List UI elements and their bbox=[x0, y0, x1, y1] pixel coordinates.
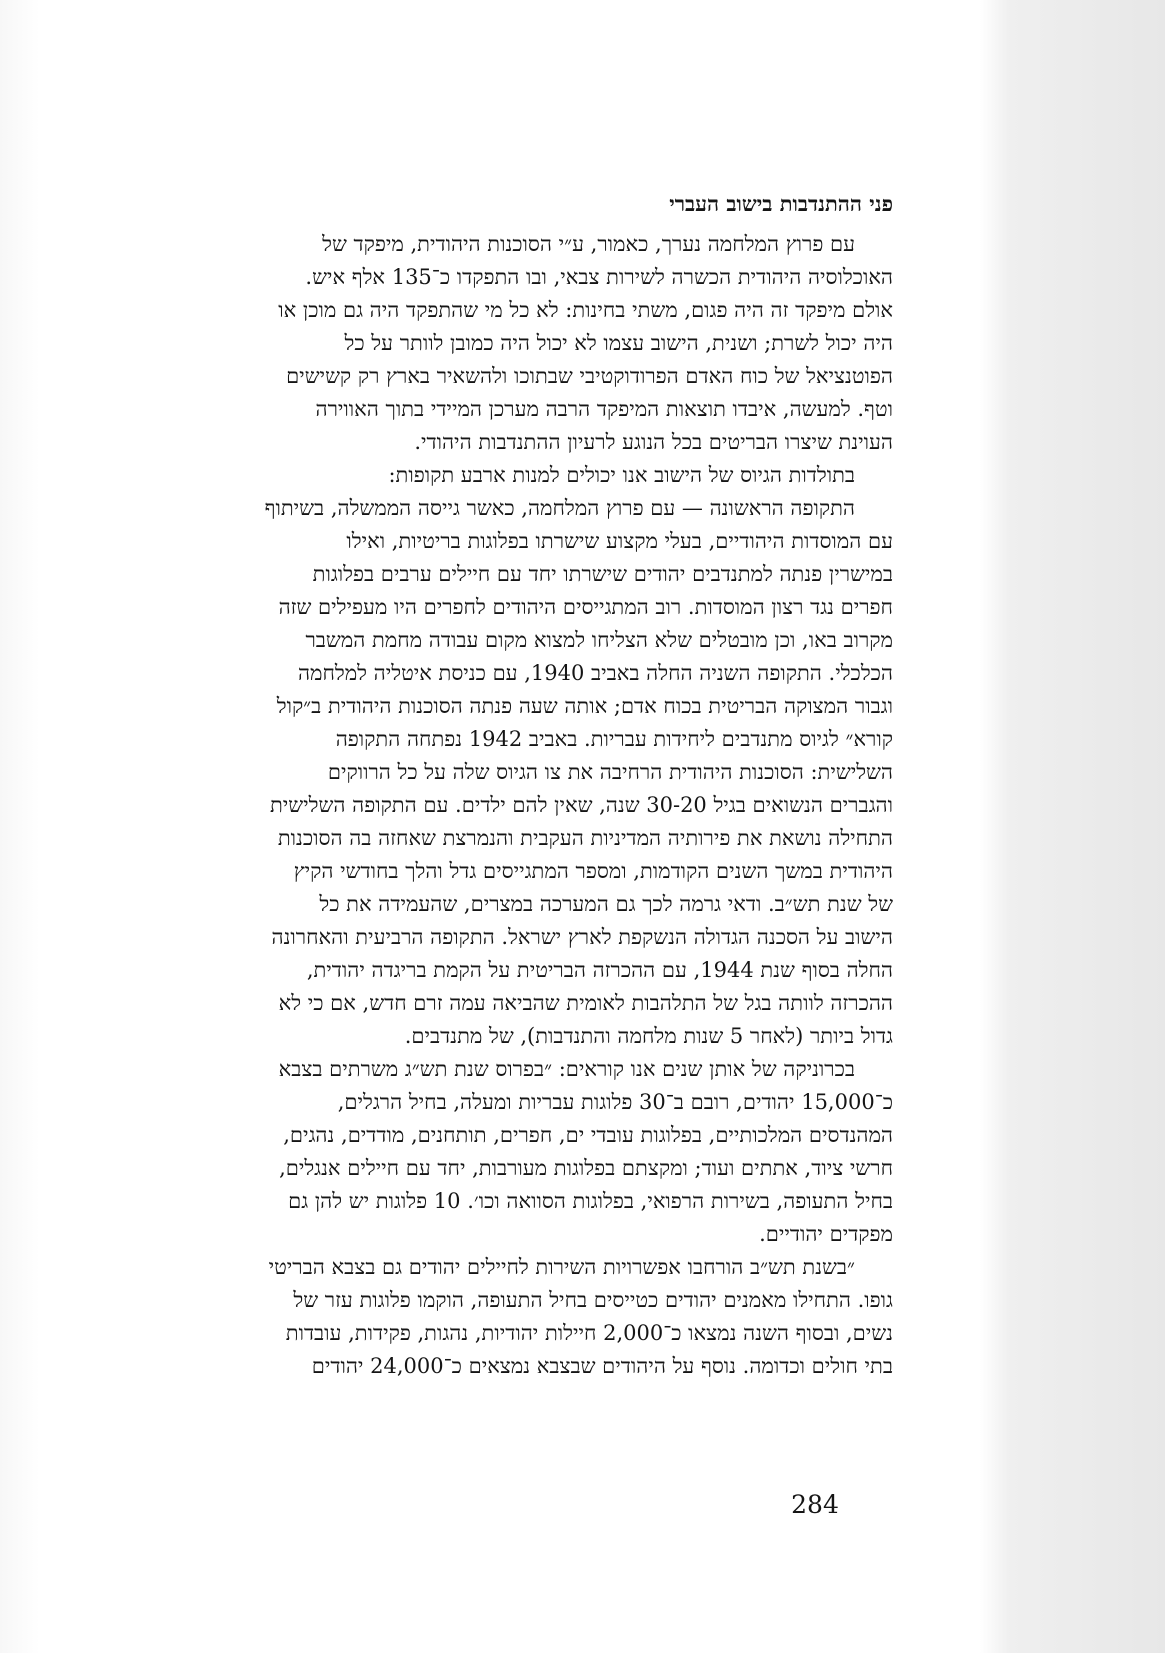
section-heading: פני ההתנדבות בישוב העברי bbox=[669, 191, 893, 216]
paragraph-4: בכרוניקה של אותן שנים אנו קוראים: ״בפרוס שנת תש״ג משרתים בצבא כ־15,000 יהודים, רובם ב־30 פלוגות עבריות ומעלה, בחיל הרגלים, המהנדסים המלכותיים, בפלוגות עובדי ים, חפרים, תותחנים, מודדים, נהגים, חרשי ציוד, אתתים ועוד; ומקצתם בפלוגות מעורבות, יחד עם חיילים אנגלים, בחיל התעופה, בשירות הרפואי, בפלוגות הסוואה וכו׳. 10 פלוגות יש להן גם מפקדים יהודיים. bbox=[278, 1057, 893, 1246]
paragraph-1: עם פרוץ המלחמה נערך, כאמור, ע״י הסוכנות היהודית, מיפקד של האוכלוסיה היהודית הכשרה לשירות צבאי, ובו התפקדו כ־135 אלף איש. אולם מיפקד זה היה פגום, משתי בחינות: לא כל מי שהתפקד היה גם מוכן או היה יכול לשרת; ושנית, הישוב עצמו לא יכול היה כמובן לוותר על כל הפוטנציאל של כוח האדם הפרודוקטיבי שבתוכו ולהשאיר בארץ רק קשישים וטף. למעשה, איבדו תוצאות המיפקד הרבה מערכן המיידי בתוך האווירה העוינת שיצרו הבריטים בכל הנוגע לרעיון ההתנדבות היהודי. bbox=[278, 232, 893, 454]
paragraph-2: בתולדות הגיוס של הישוב אנו יכולים למנות ארבע תקופות: bbox=[388, 463, 855, 487]
page-number: 284 bbox=[791, 1490, 839, 1519]
page-content bbox=[85, 190, 893, 1383]
paragraph-5: ״בשנת תש״ב הורחבו אפשרויות השירות לחיילים יהודים גם בצבא הבריטי גופו. התחילו מאמנים יהודים כטייסים בחיל התעופה, הוקמו פלוגות עזר של נשים, ובסוף השנה נמצאו כ־2,000 חיילות יהודיות, נהגות, פקידות, עובדות בתי חולים וכדומה. נוסף על היהודים שבצבא נמצאים כ־24,000 יהודים bbox=[268, 1255, 893, 1378]
paragraph-3: התקופה הראשונה — עם פרוץ המלחמה, כאשר גייסה הממשלה, בשיתוף עם המוסדות היהודיים, בעלי מקצוע שישרתו בפלוגות בריטיות, ואילו במישרין פנתה למתנדבים יהודים שישרתו יחד עם חיילים ערבים בפלוגות חפרים נגד רצון המוסדות. רוב המתגייסים היהודים לחפרים היו מעפילים שזה מקרוב באו, וכן מובטלים שלא הצליחו למצוא מקום עבודה מחמת המשבר הכלכלי. התקופה השניה החלה באביב 1940, עם כניסת איטליה למלחמה וגבור המצוקה הבריטית בכוח אדם; אותה שעה פנתה הסוכנות היהודית ב״קול קורא״ לגיוס מתנדבים ליחידות עבריות. באביב 1942 נפתחה התקופה השלישית: הסוכנות היהודית הרחיבה את צו הגיוס שלה על כל הרווקים והגברים הנשואים בגיל 30-20 שנה, שאין להם ילדים. עם התקופה השלישית התחילה נושאת את פירותיה המדיניות העקבית והנמרצת שאחזה בה הסוכנות היהודית במשך השנים הקודמות, ומספר המתגייסים גדל והלך בחודשי הקיץ של שנת תש״ב. ודאי גרמה לכך גם המערכה במצרים, שהעמידה את כל הישוב על הסכנה הגדולה הנשקפת לארץ ישראל. התקופה הרביעית והאחרונה החלה בסוף שנת 1944, עם ההכרזה הבריטית על הקמת בריגדה יהודית, ההכרזה לוותה בגל של התלהבות לאומית שהביאה עמה זרם חדש, אם כי לא גדול ביותר (לאחר 5 שנות מלחמה והתנדבות), של מתנדבים. bbox=[264, 496, 893, 1048]
